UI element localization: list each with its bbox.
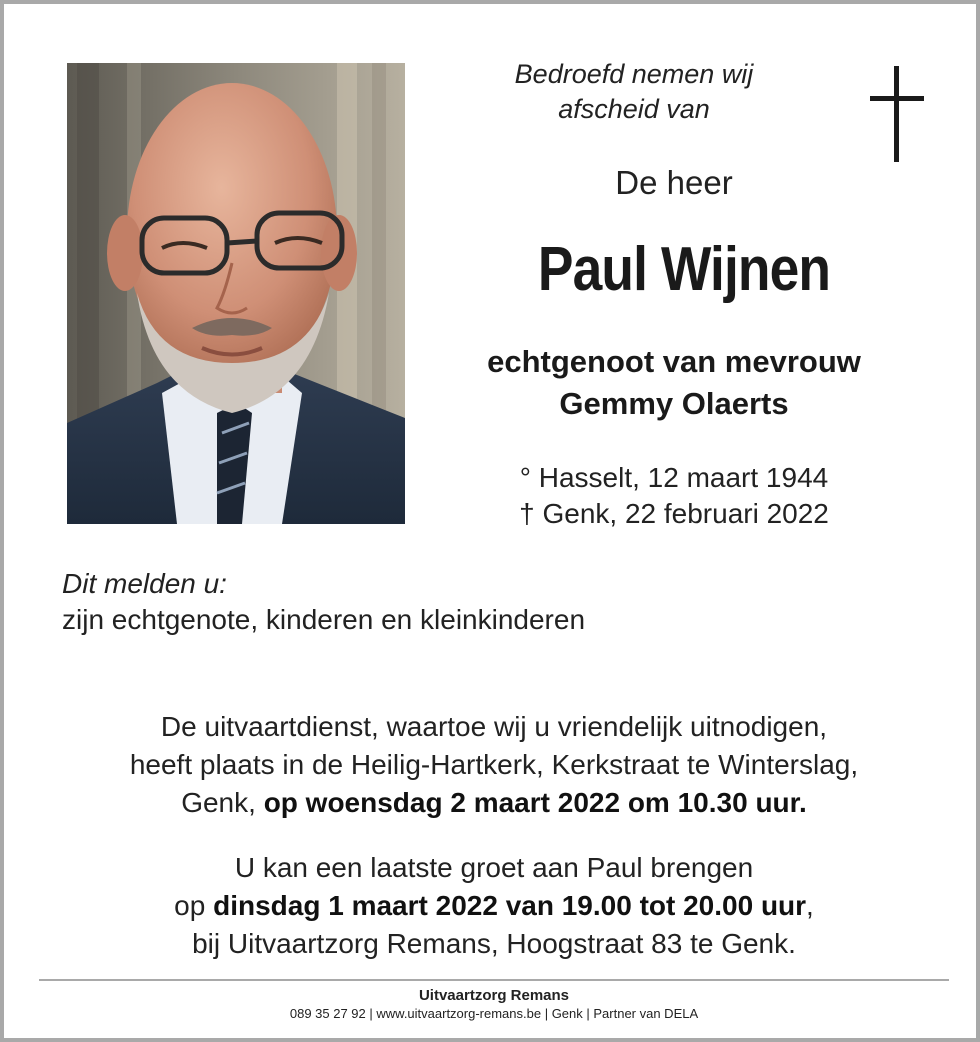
portrait-photo — [67, 63, 405, 524]
farewell-line-2 — [44, 887, 944, 925]
intro-line-1: Bedroefd nemen wij — [514, 59, 754, 89]
service-line-2: heeft plaats in de Heilig-Hartkerk, Kerkstraat te Winterslag, — [129, 749, 859, 780]
spouse-line-2: Gemmy Olaerts — [559, 386, 789, 421]
farewell-line-1: U kan een laatste groet aan Paul brengen — [234, 852, 754, 883]
death-date — [474, 498, 874, 530]
birth-symbol: ° — [519, 462, 531, 493]
farewell-time: dinsdag 1 maart 2022 van 19.00 tot 20.00 uur — [213, 890, 807, 921]
service-time: op woensdag 2 maart 2022 om 10.30 uur. — [263, 787, 807, 818]
service-line-3 — [44, 784, 944, 822]
honorific: De heer — [615, 164, 733, 201]
service-line-3-pre: Genk, — [181, 787, 264, 818]
spouse-line-1: echtgenoot van mevrouw — [487, 344, 861, 379]
intro-line-2: afscheid van — [558, 94, 710, 124]
farewell-line-2-pre: op — [174, 890, 214, 921]
service-line-1: De uitvaartdienst, waartoe wij u vriendelijk uitnodigen, — [160, 711, 828, 742]
latin-cross-icon — [868, 66, 928, 167]
birth-date — [474, 462, 874, 494]
death-text: Genk, 22 februari 2022 — [542, 498, 829, 529]
announce-text: zijn echtgenote, kinderen en kleinkinderen — [62, 604, 586, 635]
birth-text: Hasselt, 12 maart 1944 — [538, 462, 829, 493]
farewell-paragraph — [44, 849, 944, 963]
deceased-name: Paul Wijnen — [537, 235, 831, 304]
death-cross-icon: † — [519, 498, 535, 529]
footer-contact-info: 089 35 27 92 | www.uitvaartzorg-remans.be | Genk | Partner van DELA — [289, 1006, 699, 1021]
service-paragraph — [44, 708, 944, 822]
announce-label: Dit melden u: — [62, 568, 227, 599]
farewell-line-3: bij Uitvaartzorg Remans, Hoogstraat 83 te Genk. — [192, 928, 796, 959]
footer-divider — [39, 979, 949, 981]
farewell-line-2-post: , — [806, 890, 814, 921]
footer-company-name: Uitvaartzorg Remans — [418, 987, 570, 1004]
